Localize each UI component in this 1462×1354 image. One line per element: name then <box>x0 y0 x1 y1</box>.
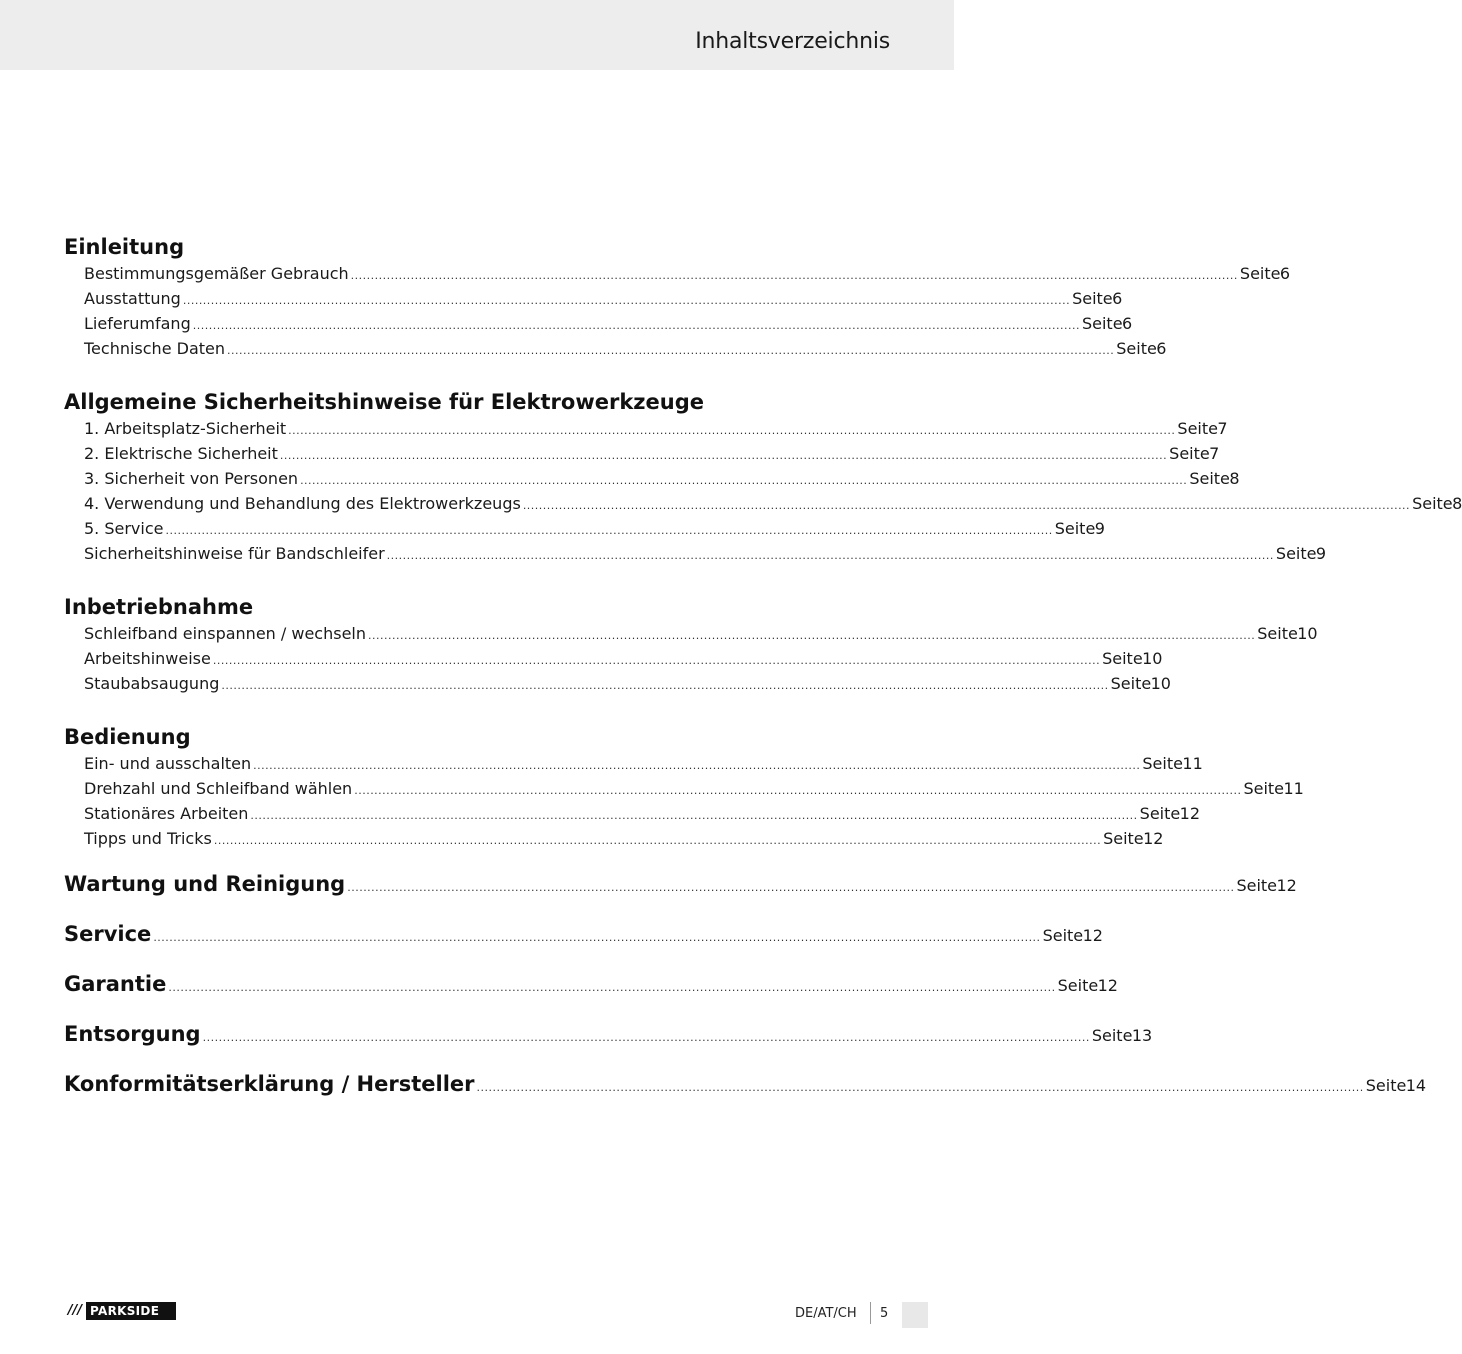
table-of-contents <box>64 230 1462 1109</box>
entry-label: Stationäres Arbeiten <box>84 804 249 823</box>
entry-label: Bestimmungsgemäßer Gebrauch <box>84 264 349 283</box>
entry-label: 2. Elektrische Sicherheit <box>84 444 278 463</box>
toc-entry[interactable] <box>64 261 1291 286</box>
major-label: Konformitätserklärung / Hersteller <box>64 1072 475 1096</box>
entry-label: Schleifband einspannen / wechseln <box>84 624 366 643</box>
dot-leader: .............................................................................................................................................................................................................................. <box>354 784 1242 797</box>
major-label: Service <box>64 922 152 946</box>
seite-label: Seite <box>1243 779 1285 798</box>
seite-label: Seite <box>1103 829 1144 848</box>
page-number: 8 <box>1229 469 1240 488</box>
spacer <box>64 361 889 385</box>
page-number: 12 <box>1179 804 1201 823</box>
dot-leader: .............................................................................................................................................................................................................................. <box>221 679 1109 692</box>
page-number: 11 <box>1283 779 1304 798</box>
seite-label: Seite <box>1275 544 1317 563</box>
entry-label: Ein- und ausschalten <box>84 754 252 773</box>
major-label: Garantie <box>64 972 167 996</box>
page-number: 6 <box>1156 339 1167 358</box>
page-number: 12 <box>1097 976 1118 995</box>
dot-leader: .............................................................................................................................................................................................................................. <box>202 1031 1090 1044</box>
entry-label: Ausstattung <box>84 289 181 308</box>
dot-leader: .............................................................................................................................................................................................................................. <box>386 549 1274 562</box>
dot-leader: .............................................................................................................................................................................................................................. <box>300 474 1188 487</box>
toc-entry[interactable] <box>64 311 1133 336</box>
page-tab-marker <box>902 1302 928 1328</box>
section-title: Einleitung <box>64 235 185 259</box>
page-number: 9 <box>1315 544 1327 563</box>
toc-entry[interactable] <box>64 491 1462 516</box>
toc-entry[interactable] <box>64 776 1304 801</box>
dot-leader: .............................................................................................................................................................................................................................. <box>476 1081 1364 1094</box>
seite-label: Seite <box>1412 494 1453 513</box>
page-number: 7 <box>1209 444 1220 463</box>
page-number: 6 <box>1121 314 1133 333</box>
entry-label: 1. Arbeitsplatz-Sicherheit <box>84 419 287 438</box>
section-sicherheit <box>64 385 1462 566</box>
page-number: 11 <box>1182 754 1203 773</box>
toc-entry[interactable] <box>64 466 1240 491</box>
page-number: 10 <box>1150 674 1171 693</box>
language-code: DE/AT/CH <box>795 1306 857 1321</box>
seite-label: Seite <box>1365 1076 1407 1095</box>
page-number: 6 <box>1112 289 1123 308</box>
section-einleitung <box>64 230 1291 361</box>
toc-entry[interactable] <box>64 671 1171 696</box>
toc-entry[interactable] <box>64 416 1228 441</box>
section-bedienung <box>64 720 1304 851</box>
major-label: Wartung und Reinigung <box>64 872 346 896</box>
entry-label: Arbeitshinweise <box>84 649 211 668</box>
parkside-logo <box>64 1302 176 1320</box>
spacer <box>64 696 889 720</box>
logo-slashes: /// <box>64 1302 86 1320</box>
page-title: Inhaltsverzeichnis <box>695 29 890 54</box>
dot-leader: .............................................................................................................................................................................................................................. <box>168 981 1056 994</box>
page-number: 7 <box>1217 419 1228 438</box>
dot-leader: .............................................................................................................................................................................................................................. <box>347 881 1235 894</box>
page-number: 9 <box>1094 519 1105 538</box>
major-label: Entsorgung <box>64 1022 201 1046</box>
seite-label: Seite <box>1081 314 1123 333</box>
page-number: 14 <box>1405 1076 1427 1095</box>
seite-label: Seite <box>1169 444 1210 463</box>
dot-leader: .............................................................................................................................................................................................................................. <box>253 759 1141 772</box>
dot-leader: .............................................................................................................................................................................................................................. <box>182 294 1071 307</box>
seite-label: Seite <box>1054 519 1096 538</box>
entry-label: Technische Daten <box>84 339 226 358</box>
entry-label: 4. Verwendung und Behandlung des Elektrowerkzeugs <box>84 494 521 513</box>
toc-entry[interactable] <box>64 751 1203 776</box>
seite-label: Seite <box>1072 289 1113 308</box>
toc-entry[interactable] <box>64 336 1167 361</box>
entry-label: 3. Sicherheit von Personen <box>84 469 299 488</box>
seite-label: Seite <box>1091 1026 1133 1045</box>
toc-major-entry[interactable] <box>64 909 1103 959</box>
dot-leader: .............................................................................................................................................................................................................................. <box>368 629 1256 642</box>
seite-label: Seite <box>1042 926 1084 945</box>
page-number: 13 <box>1131 1026 1153 1045</box>
dot-leader: .............................................................................................................................................................................................................................. <box>227 344 1115 357</box>
page-number: 10 <box>1142 649 1163 668</box>
entry-label: Lieferumfang <box>84 314 191 333</box>
seite-label: Seite <box>1110 674 1152 693</box>
toc-entry[interactable] <box>64 621 1318 646</box>
section-inbetriebnahme <box>64 590 1318 696</box>
seite-label: Seite <box>1057 976 1099 995</box>
section-title: Inbetriebnahme <box>64 595 254 619</box>
entry-label: Staubabsaugung <box>84 674 220 693</box>
seite-label: Seite <box>1257 624 1298 643</box>
page-number: 6 <box>1279 264 1291 283</box>
dot-leader: .............................................................................................................................................................................................................................. <box>213 834 1102 847</box>
toc-entry[interactable] <box>64 646 1163 671</box>
toc-entry[interactable] <box>64 441 1220 466</box>
logo-brand: PARKSIDE <box>90 1304 160 1318</box>
page-number: 10 <box>1297 624 1318 643</box>
entry-label: Sicherheitshinweise für Bandschleifer <box>84 544 385 563</box>
dot-leader: .............................................................................................................................................................................................................................. <box>212 654 1101 667</box>
page-number: 8 <box>1452 494 1462 513</box>
entry-label: Drehzahl und Schleifband wählen <box>84 779 353 798</box>
dot-leader: .............................................................................................................................................................................................................................. <box>288 424 1176 437</box>
dot-leader: .............................................................................................................................................................................................................................. <box>279 449 1168 462</box>
page-number: 12 <box>1276 876 1297 895</box>
toc-entry[interactable] <box>64 541 1327 566</box>
dot-leader: .............................................................................................................................................................................................................................. <box>522 499 1411 512</box>
footer-divider <box>870 1302 871 1324</box>
spacer <box>64 566 889 590</box>
seite-label: Seite <box>1142 754 1183 773</box>
seite-label: Seite <box>1116 339 1157 358</box>
section-title: Bedienung <box>64 725 191 749</box>
seite-label: Seite <box>1102 649 1143 668</box>
dot-leader: .............................................................................................................................................................................................................................. <box>153 931 1041 944</box>
seite-label: Seite <box>1236 876 1278 895</box>
seite-label: Seite <box>1189 469 1230 488</box>
seite-label: Seite <box>1239 264 1281 283</box>
dot-leader: .............................................................................................................................................................................................................................. <box>250 809 1138 822</box>
page-number-footer: 5 <box>880 1306 889 1321</box>
toc-major-entry[interactable] <box>64 1009 1153 1059</box>
seite-label: Seite <box>1177 419 1218 438</box>
toc-entry[interactable] <box>64 801 1201 826</box>
seite-label: Seite <box>1139 804 1181 823</box>
toc-major-entry[interactable] <box>64 1059 1427 1109</box>
section-title: Allgemeine Sicherheitshinweise für Elektrowerkzeuge <box>64 390 704 414</box>
toc-major-entry[interactable] <box>64 859 1297 909</box>
toc-entry[interactable] <box>64 826 1164 851</box>
dot-leader: .............................................................................................................................................................................................................................. <box>165 524 1053 537</box>
page-number: 12 <box>1082 926 1103 945</box>
entry-label: 5. Service <box>84 519 164 538</box>
toc-major-entry[interactable] <box>64 959 1118 1009</box>
toc-entry[interactable] <box>64 286 1123 311</box>
dot-leader: .............................................................................................................................................................................................................................. <box>350 269 1238 282</box>
entry-label: Tipps und Tricks <box>84 829 212 848</box>
dot-leader: .............................................................................................................................................................................................................................. <box>192 319 1080 332</box>
page-number: 12 <box>1143 829 1164 848</box>
toc-entry[interactable] <box>64 516 1105 541</box>
